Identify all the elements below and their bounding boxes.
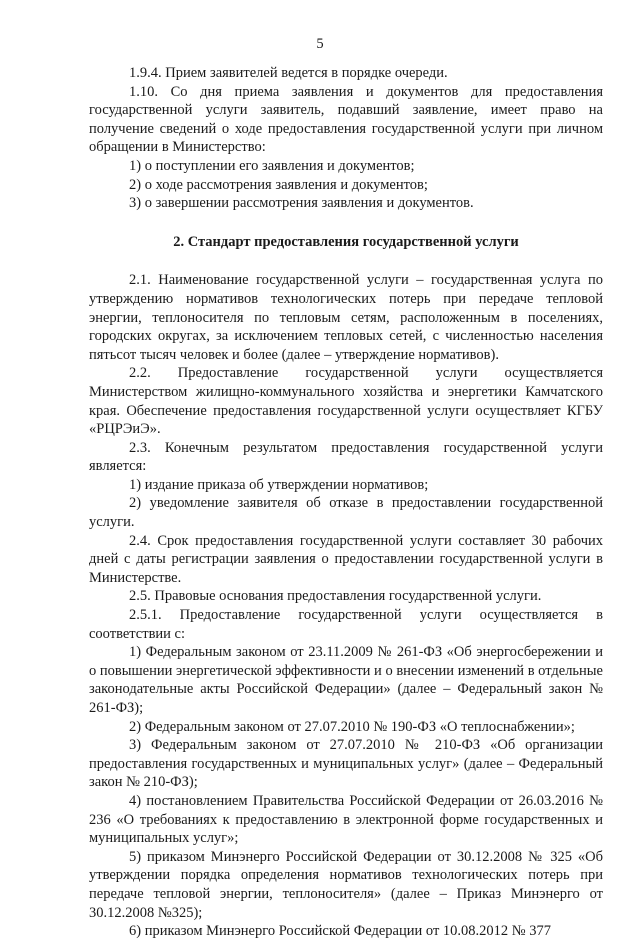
legal-basis-3: 3) Федеральным законом от 27.07.2010 № 210-ФЗ «Об организации предоставления государственных и муниципальных услуг» (далее – Федеральный закон № 210-ФЗ); [89,737,603,791]
paragraph-2-3: 2.3. Конечным результатом предоставления государственной услуги является: [89,439,603,475]
result-item-1: 1) издание приказа об утверждении нормативов; [129,476,429,493]
list-item-1: 1) о поступлении его заявления и документов; [129,157,415,174]
paragraph-2-4: 2.4. Срок предоставления государственной услуги составляет 30 рабочих дней с даты регистрации заявления о предоставлении государственной услуги в Министерстве. [89,532,603,586]
paragraph-2-2: 2.2. Предоставление государственной услуги осуществляется Министерством жилищно-коммунального хозяйства и энергетики Камчатского края. Обеспечение предоставления государственной услуги осуществляет КГБУ «РЦРЭиЭ». [89,365,603,438]
legal-basis-2: 2) Федеральным законом от 27.07.2010 № 190-ФЗ «О теплоснабжении»; [129,718,575,735]
paragraph-1-10: 1.10. Со дня приема заявления и документов для предоставления государственной услуги заявитель, подавший заявление, имеет право на получение сведений о ходе предоставления государственной услуги при личном обращении в Министерство: [89,83,603,156]
document-body [89,64,603,941]
legal-basis-4: 4) постановлением Правительства Российской Федерации от 26.03.2016 № 236 «О требованиях к предоставлению в электронной форме государственных и муниципальных услуг»; [89,792,603,847]
paragraph-2-5-1: 2.5.1. Предоставление государственной услуги осуществляется в соответствии с: [89,607,603,642]
legal-basis-6: 6) приказом Минэнерго Российской Федерации от 10.08.2012 № 377 [129,923,551,940]
paragraph-2-5: 2.5. Правовые основания предоставления государственной услуги. [129,588,542,605]
list-item-3: 3) о завершении рассмотрения заявления и документов. [129,195,474,212]
paragraph-1-9-4: 1.9.4. Прием заявителей ведется в порядке очереди. [129,65,448,81]
legal-basis-1: 1) Федеральным законом от 23.11.2009 № 261-ФЗ «Об энергосбережении и о повышении энергетической эффективности и о внесении изменений в отдельные законодательные акты Российской Федерации» (далее – Федеральный закон № 261-ФЗ); [89,644,603,716]
page-number: 5 [316,36,324,52]
section-heading: 2. Стандарт предоставления государственной услуги [173,233,519,250]
legal-basis-5: 5) приказом Минэнерго Российской Федерации от 30.12.2008 № 325 «Об утверждении порядка определения нормативов технологических потерь при передаче тепловой энергии, теплоносителя» (далее – Приказ Минэнерго от 30.12.2008 №325); [89,848,603,921]
list-item-2: 2) о ходе рассмотрения заявления и документов; [129,176,428,193]
paragraph-2-1: 2.1. Наименование государственной услуги – государственная услуга по утверждению нормативов технологических потерь при передаче тепловой энергии, теплоносителя по тепловым сетям, расположенным в поселениях, городских округах, за исключением тепловых сетей, с численностью населения пятьсот тысяч человек и более (далее – утверждение нормативов). [89,272,603,363]
result-item-2: 2) уведомление заявителя об отказе в предоставлении государственной услуги. [89,495,603,531]
